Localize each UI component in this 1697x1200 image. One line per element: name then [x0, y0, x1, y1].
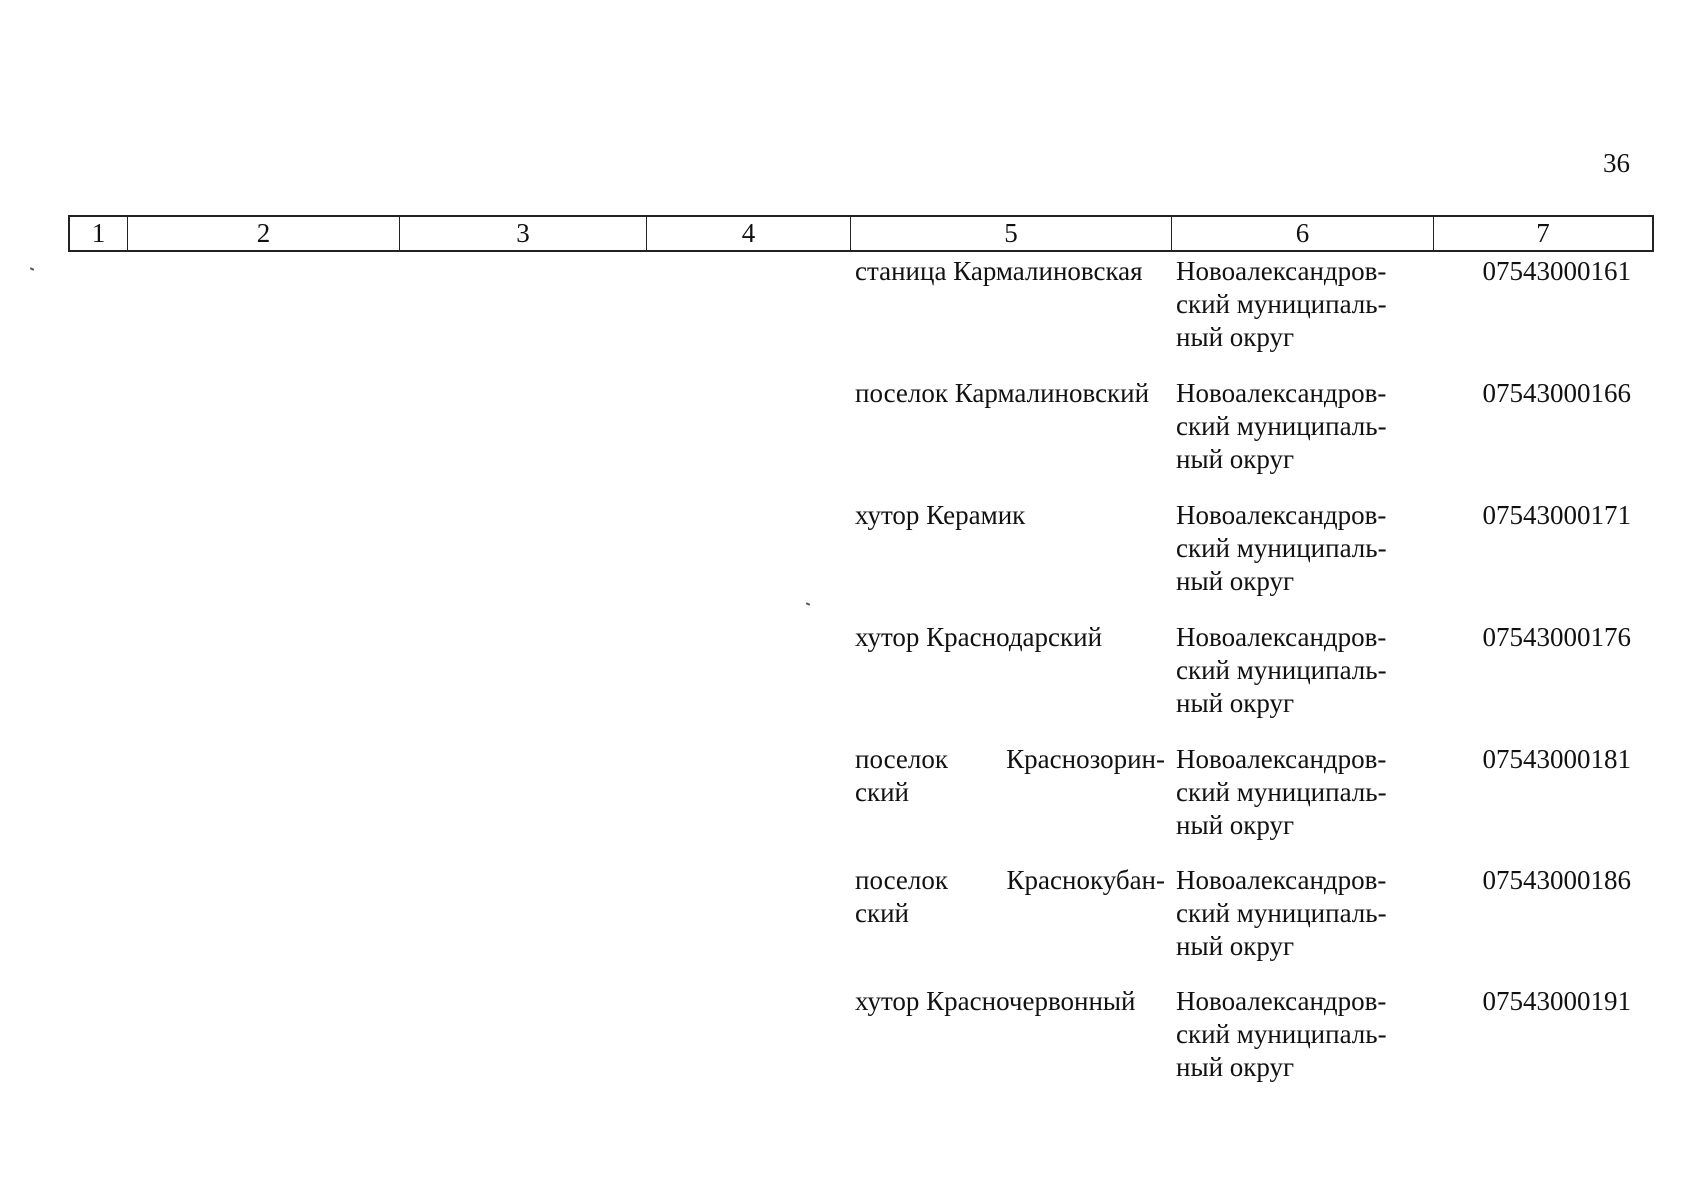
header-cell-6: 6: [1172, 217, 1434, 250]
district-name: Новоалександров- ский муниципаль- ный округ: [1176, 622, 1387, 718]
district-name: Новоалександров- ский муниципаль- ный округ: [1176, 256, 1387, 352]
column-number-header: [68, 215, 1654, 252]
table-row: [851, 864, 1641, 974]
oktmo-code: 07543000171: [1482, 500, 1631, 530]
oktmo-code: 07543000181: [1482, 744, 1631, 774]
district-name: Новоалександров- ский муниципаль- ный округ: [1176, 744, 1387, 840]
scan-speck: [30, 267, 34, 271]
table-row: [851, 743, 1641, 853]
district-name: Новоалександров- ский муниципаль- ный округ: [1176, 500, 1387, 596]
settlement-name: поселок Краснокубан- ский: [855, 865, 1165, 928]
district-name: Новоалександров- ский муниципаль- ный округ: [1176, 865, 1387, 961]
settlement-name: хутор Краснодарский: [855, 622, 1103, 652]
header-cell-5: 5: [851, 217, 1172, 250]
district-name: Новоалександров- ский муниципаль- ный округ: [1176, 986, 1387, 1082]
settlement-name: станица Кармалиновская: [855, 256, 1143, 286]
settlement-name: поселок Краснозорин- ский: [855, 744, 1165, 807]
header-cell-2: 2: [128, 217, 400, 250]
header-cell-1: 1: [70, 217, 128, 250]
table-row: [851, 985, 1641, 1095]
table-row: [851, 621, 1641, 731]
table-row: [851, 255, 1641, 365]
settlement-name: хутор Красночервонный: [855, 986, 1136, 1016]
header-cell-7: 7: [1536, 218, 1550, 248]
oktmo-code: 07543000186: [1482, 865, 1631, 895]
page-number: 36: [1603, 148, 1630, 178]
oktmo-code: 07543000176: [1482, 622, 1631, 652]
settlement-name: поселок Кармалиновский: [855, 378, 1150, 408]
header-cell-3: 3: [400, 217, 647, 250]
scan-speck: [806, 602, 810, 606]
oktmo-code: 07543000166: [1482, 378, 1631, 408]
table-row: [851, 499, 1641, 609]
header-cell-4: 4: [647, 217, 851, 250]
district-name: Новоалександров- ский муниципаль- ный округ: [1176, 378, 1387, 474]
table-row: [851, 377, 1641, 487]
oktmo-code: 07543000191: [1482, 986, 1631, 1016]
oktmo-code: 07543000161: [1482, 256, 1631, 286]
settlement-name: хутор Керамик: [855, 500, 1026, 530]
